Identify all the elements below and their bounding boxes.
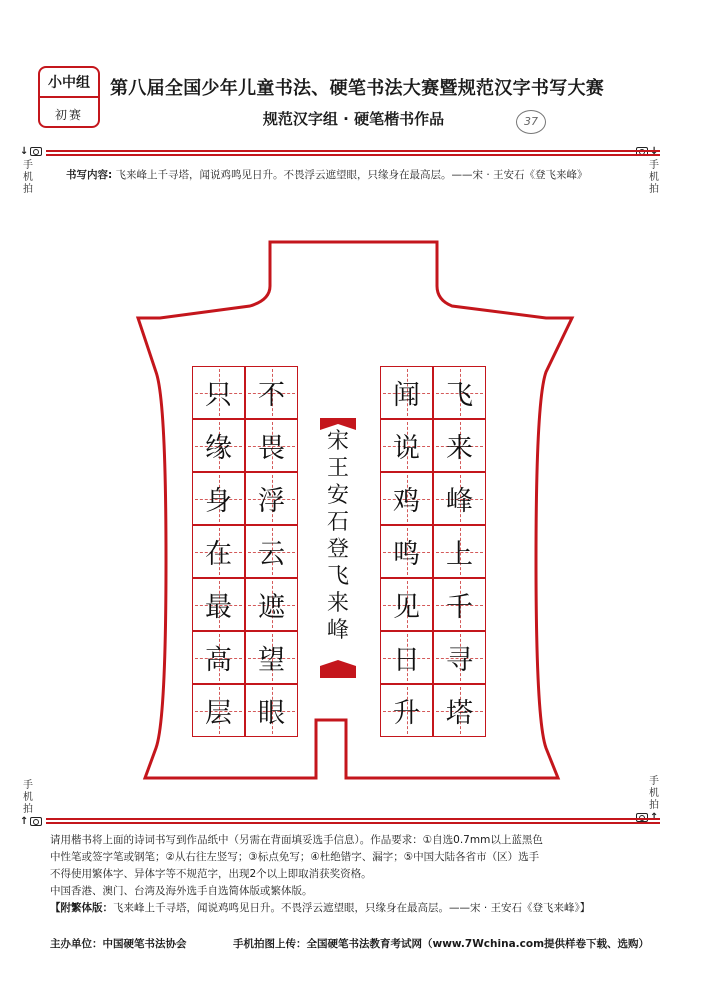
column-2 <box>380 366 433 737</box>
grid-cell: 浮 <box>245 472 298 525</box>
grid-cell: 见 <box>380 578 433 631</box>
phone-shot-label-right: 手机拍 <box>649 160 659 195</box>
column-4 <box>192 366 245 737</box>
signature-column: 宋王安石登飞来峰 <box>326 429 349 643</box>
writing-content-label: 书写内容: <box>66 169 113 181</box>
column-3 <box>245 366 298 737</box>
grid-cell: 来 <box>433 419 486 472</box>
bottom-red-rule <box>46 818 660 824</box>
badge-stage: 初赛 <box>54 107 83 122</box>
instructions-line: 请用楷书将上面的诗词书写到作品纸中（另需在背面填妥选手信息）。作品要求：①自选0.7mm以上蓝黑色 <box>50 834 543 846</box>
grid-cell: 飞 <box>433 366 486 419</box>
traditional-version-label: 【附繁体版： <box>50 902 113 914</box>
badge-group: 小中组 <box>40 68 98 98</box>
grid-cell: 鸣 <box>380 525 433 578</box>
page-title: 第八届全国少年儿童书法、硬笔书法大赛暨规范汉字书写大赛 <box>110 78 605 99</box>
grid-cell: 层 <box>192 684 245 737</box>
instructions <box>50 832 660 917</box>
phone-shot-label-left: 手机拍 <box>23 160 33 195</box>
grid-cell: 身 <box>192 472 245 525</box>
grid-cell: 遮 <box>245 578 298 631</box>
arrow-up-icon: ↑ <box>20 816 29 827</box>
grid-cell: 闻 <box>380 366 433 419</box>
instructions-line: 不得使用繁体字、异体字等不规范字，出现2个以上即取消获奖资格。 <box>50 868 372 880</box>
grid-cell: 鸡 <box>380 472 433 525</box>
grid-cell: 只 <box>192 366 245 419</box>
traditional-version-text: 飞来峰上千寻塔，闻说鸡鸣见日升。不畏浮云遮望眼，只缘身在最高层。——宋 · 王安石《登飞来峰》】 <box>113 902 591 914</box>
phone-shot-label-left-bottom: 手机拍 <box>23 780 33 815</box>
camera-icon <box>30 817 42 826</box>
instructions-line: 中性笔或签字笔或钢笔；②从右往左竖写；③标点免写；④杜绝错字、漏字；⑤中国大陆各省市（区）选手 <box>50 851 540 863</box>
arrow-up-icon: ↑ <box>650 812 659 823</box>
traditional-version <box>50 900 660 917</box>
grid-cell: 最 <box>192 578 245 631</box>
arrow-down-icon: ↓ <box>650 146 659 157</box>
instructions-line: 中国香港、澳门、台湾及海外选手自选简体版或繁体版。 <box>50 885 313 897</box>
grid-cell: 千 <box>433 578 486 631</box>
grid-cell: 高 <box>192 631 245 684</box>
arrow-down-icon: ↓ <box>20 146 29 157</box>
grid-cell: 不 <box>245 366 298 419</box>
grid-cell: 在 <box>192 525 245 578</box>
grid-cell: 峰 <box>433 472 486 525</box>
grid-cell: 缘 <box>192 419 245 472</box>
column-1 <box>433 366 486 737</box>
grid-cell: 说 <box>380 419 433 472</box>
camera-mark-bottom-left <box>20 816 42 827</box>
grid-cell: 畏 <box>245 419 298 472</box>
grid-cell: 眼 <box>245 684 298 737</box>
upload-info: 手机拍图上传：全国硬笔书法教育考试网（www.7Wchina.com提供样卷下载、选购） <box>233 938 650 950</box>
grid-cell: 日 <box>380 631 433 684</box>
grid-cell: 上 <box>433 525 486 578</box>
organizer: 主办单位：中国硬笔书法协会 <box>50 938 187 950</box>
grid-cell: 塔 <box>433 684 486 737</box>
writing-content-text: 飞来峰上千寻塔，闻说鸡鸣见日升。不畏浮云遮望眼，只缘身在最高层。——宋 · 王安石《登飞来峰》 <box>115 169 588 181</box>
page-subtitle: 规范汉字组 · 硬笔楷书作品 <box>262 110 445 128</box>
grid-cell: 望 <box>245 631 298 684</box>
grid-cell: 云 <box>245 525 298 578</box>
handwritten-number: 37 <box>516 110 546 134</box>
grid-cell: 升 <box>380 684 433 737</box>
grid-cell: 寻 <box>433 631 486 684</box>
signature-cap-bottom <box>320 660 356 678</box>
phone-shot-label-right-bottom: 手机拍 <box>649 776 659 811</box>
